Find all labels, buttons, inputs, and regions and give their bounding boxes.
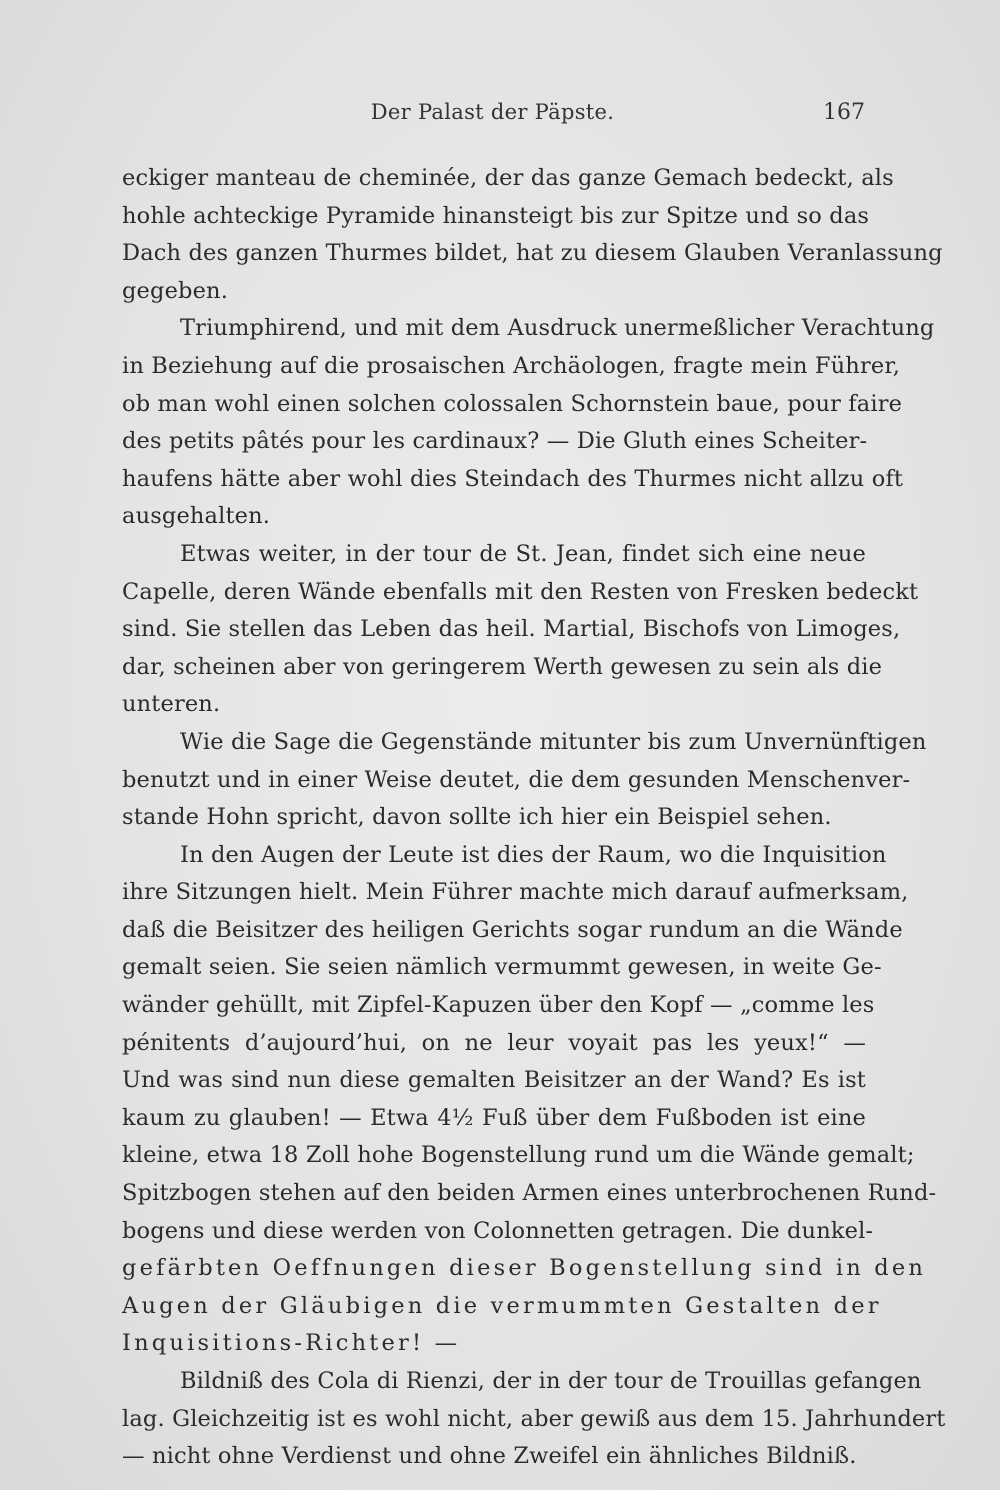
text-line: pénitents d’aujourd’hui, on ne leur voyait pas les yeux!“ — — [122, 1029, 866, 1056]
text-line: Triumphirend, und mit dem Ausdruck unermeßlicher Verachtung — [180, 315, 935, 342]
text-line: wänder gehüllt, mit Zipfel-Kapuzen über den Kopf — „comme les — [122, 992, 875, 1019]
text-line: sind. Sie stellen das Leben das heil. Martial, Bischofs von Limoges, — [122, 616, 901, 643]
text-line: in Beziehung auf die prosaischen Archäologen, fragte mein Führer, — [122, 352, 901, 379]
page-number: 167 — [823, 100, 865, 125]
text-line: haufens hätte aber wohl dies Steindach des Thurmes nicht allzu oft — [122, 465, 904, 492]
text-line: ausgehalten. — [122, 503, 271, 530]
paragraph — [122, 724, 927, 837]
text-line: Spitzbogen stehen auf den beiden Armen eines unterbrochenen Rund- — [122, 1180, 937, 1207]
text-line: kleine, etwa 18 Zoll hohe Bogenstellung rund um die Wände gemalt; — [122, 1142, 915, 1169]
text-line: Dach des ganzen Thurmes bildet, hat zu diesem Glauben Veranlassung — [122, 240, 943, 267]
text-line: kaum zu glauben! — Etwa 4½ Fuß über dem Fußboden ist eine — [122, 1104, 866, 1131]
text-line: hohle achteckige Pyramide hinansteigt bis zur Spitze und so das — [122, 202, 870, 229]
text-line: Wie die Sage die Gegenstände mitunter bis zum Unvernünftigen — [180, 728, 927, 755]
paragraph — [122, 536, 919, 724]
paragraph — [122, 160, 943, 310]
text-line: gegeben. — [122, 277, 228, 304]
text-line: Inquisitions-Richter! — — [122, 1330, 461, 1357]
text-line: — nicht ohne Verdienst und ohne Zweifel ein ähnliches Bildniß. — [122, 1443, 857, 1470]
text-line: gefärbten Oeffnungen dieser Bogenstellung sind in den — [122, 1255, 927, 1282]
text-line: eckiger manteau de cheminée, der das ganze Gemach bedeckt, als — [122, 165, 894, 191]
paragraph — [122, 837, 937, 1363]
text-line: unteren. — [122, 691, 221, 718]
text-line: des petits pâtés pour les cardinaux? — Die Gluth eines Scheiter- — [122, 428, 868, 455]
text-line: Augen der Gläubigen die vermummten Gestalten der — [122, 1292, 882, 1319]
text-line: Capelle, deren Wände ebenfalls mit den Resten von Fresken bedeckt — [122, 578, 919, 605]
page-header — [120, 100, 865, 132]
text-line: dar, scheinen aber von geringerem Werth gewesen zu sein als die — [122, 653, 883, 680]
running-title: Der Palast der Päpste. — [370, 100, 615, 124]
paragraph — [122, 310, 935, 536]
text-line: benutzt und in einer Weise deutet, die dem gesunden Menschenver- — [122, 766, 911, 793]
text-line: Bildniß des Cola di Rienzi, der in der tour de Trouillas gefangen — [180, 1368, 922, 1394]
text-line: ihre Sitzungen hielt. Mein Führer machte mich darauf aufmerksam, — [122, 879, 909, 906]
text-line: gemalt seien. Sie seien nämlich vermummt gewesen, in weite Ge- — [122, 954, 882, 981]
text-line: Und was sind nun diese gemalten Beisitzer an der Wand? Es ist — [122, 1067, 866, 1094]
text-line: stande Hohn spricht, davon sollte ich hier ein Beispiel sehen. — [122, 804, 832, 831]
text-line: ob man wohl einen solchen colossalen Schornstein baue, pour faire — [122, 390, 903, 417]
body-text — [122, 160, 946, 1476]
text-line: Etwas weiter, in der tour de St. Jean, findet sich eine neue — [180, 540, 866, 567]
text-line: lag. Gleichzeitig ist es wohl nicht, aber gewiß aus dem 15. Jahrhundert — [122, 1405, 946, 1432]
paragraph — [122, 1363, 946, 1476]
text-line: bogens und diese werden von Colonnetten getragen. Die dunkel- — [122, 1217, 874, 1244]
text-line: daß die Beisitzer des heiligen Gerichts sogar rundum an die Wände — [122, 916, 903, 943]
text-line: In den Augen der Leute ist dies der Raum, wo die Inquisition — [180, 841, 887, 868]
